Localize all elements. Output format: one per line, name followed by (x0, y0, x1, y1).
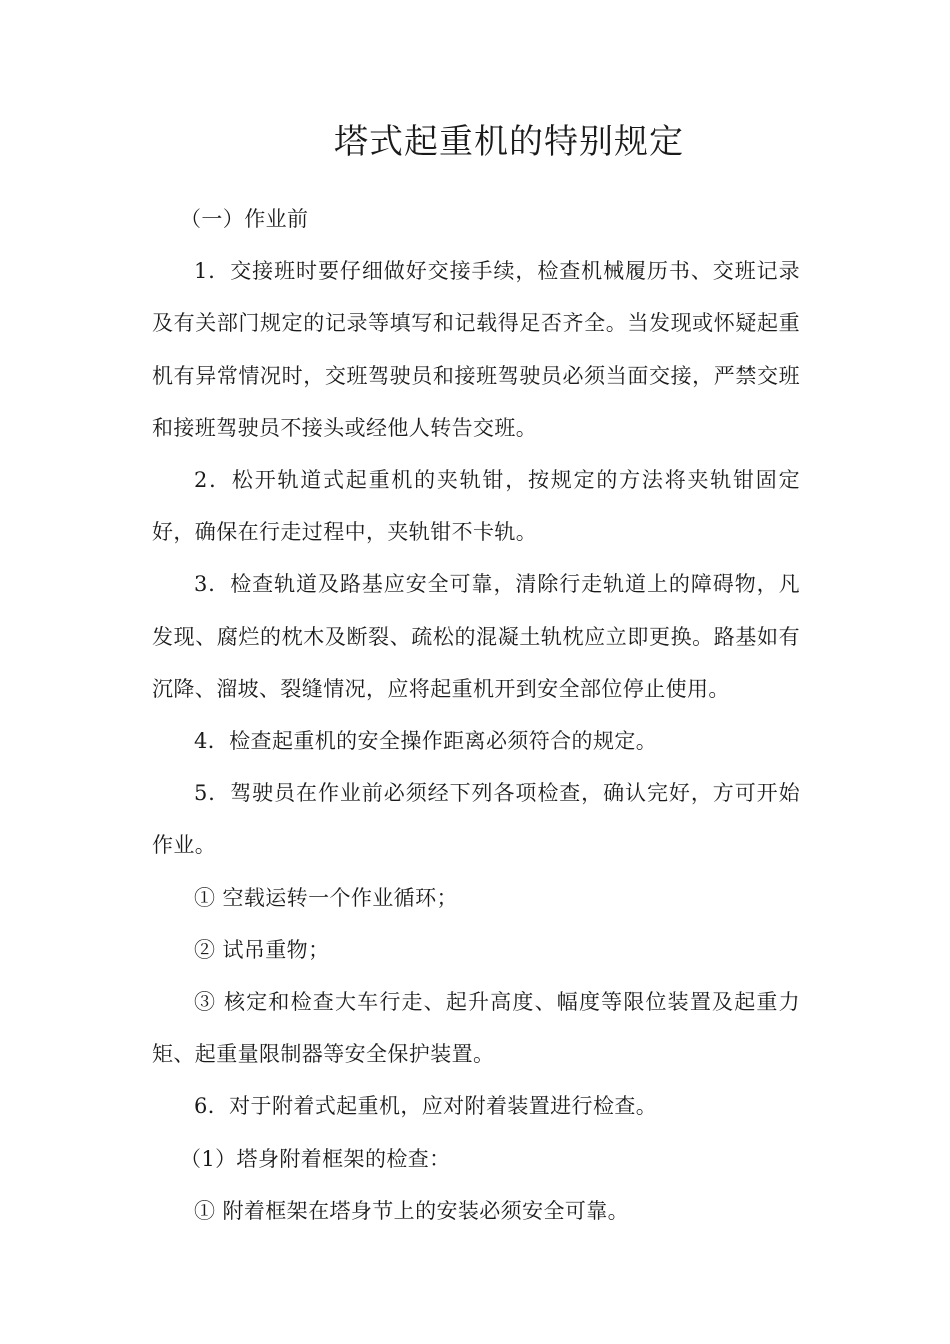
section-heading-before-work: （一）作业前 (180, 207, 309, 231)
list-item-no-load-run: ① 空载运转一个作业循环； (194, 885, 458, 910)
paragraph-1-shift-handover: 1．交接班时要仔细做好交接手续，检查机械履历书、交班记录及有关部门规定的记录等填写和记载得足否齐全。当发现或怀疑起重机有异常情况时，交班驾驶员和接班驾驶员必须当面交接，严禁交班和接班驾驶员不接头或经他人转告交班。 (152, 259, 800, 440)
page-title: 塔式起重机的特别规定 (334, 122, 684, 162)
list-item-trial-lift: ② 试吊重物； (194, 937, 330, 962)
list-item-limit-devices: ③ 核定和检查大车行走、起升高度、幅度等限位装置及起重力矩、起重量限制器等安全保护装置。 (152, 990, 800, 1067)
paragraph-6-attachment-check: 6．对于附着式起重机，应对附着装置进行检查。 (194, 1094, 658, 1119)
document-body (152, 193, 800, 1237)
list-item-frame-install: ① 附着框架在塔身节上的安装必须安全可靠。 (194, 1198, 630, 1223)
paragraph-4-safe-distance: 4．检查起重机的安全操作距离必须符合的规定。 (194, 729, 658, 754)
paragraph-2-rail-clamp: 2．松开轨道式起重机的夹轨钳，按规定的方法将夹轨钳固定好，确保在行走过程中，夹轨钳不卡轨。 (152, 468, 800, 545)
paragraph-5-pre-work-checks: 5．驾驶员在作业前必须经下列各项检查，确认完好，方可开始作业。 (152, 781, 800, 858)
subsection-heading-frame-check: （1）塔身附着框架的检查： (180, 1146, 451, 1171)
paragraph-3-track-inspection: 3．检查轨道及路基应安全可靠，清除行走轨道上的障碍物，凡发现、腐烂的枕木及断裂、疏松的混凝土轨枕应立即更换。路基如有沉降、溜坡、裂缝情况，应将起重机开到安全部位停止使用。 (152, 572, 800, 701)
